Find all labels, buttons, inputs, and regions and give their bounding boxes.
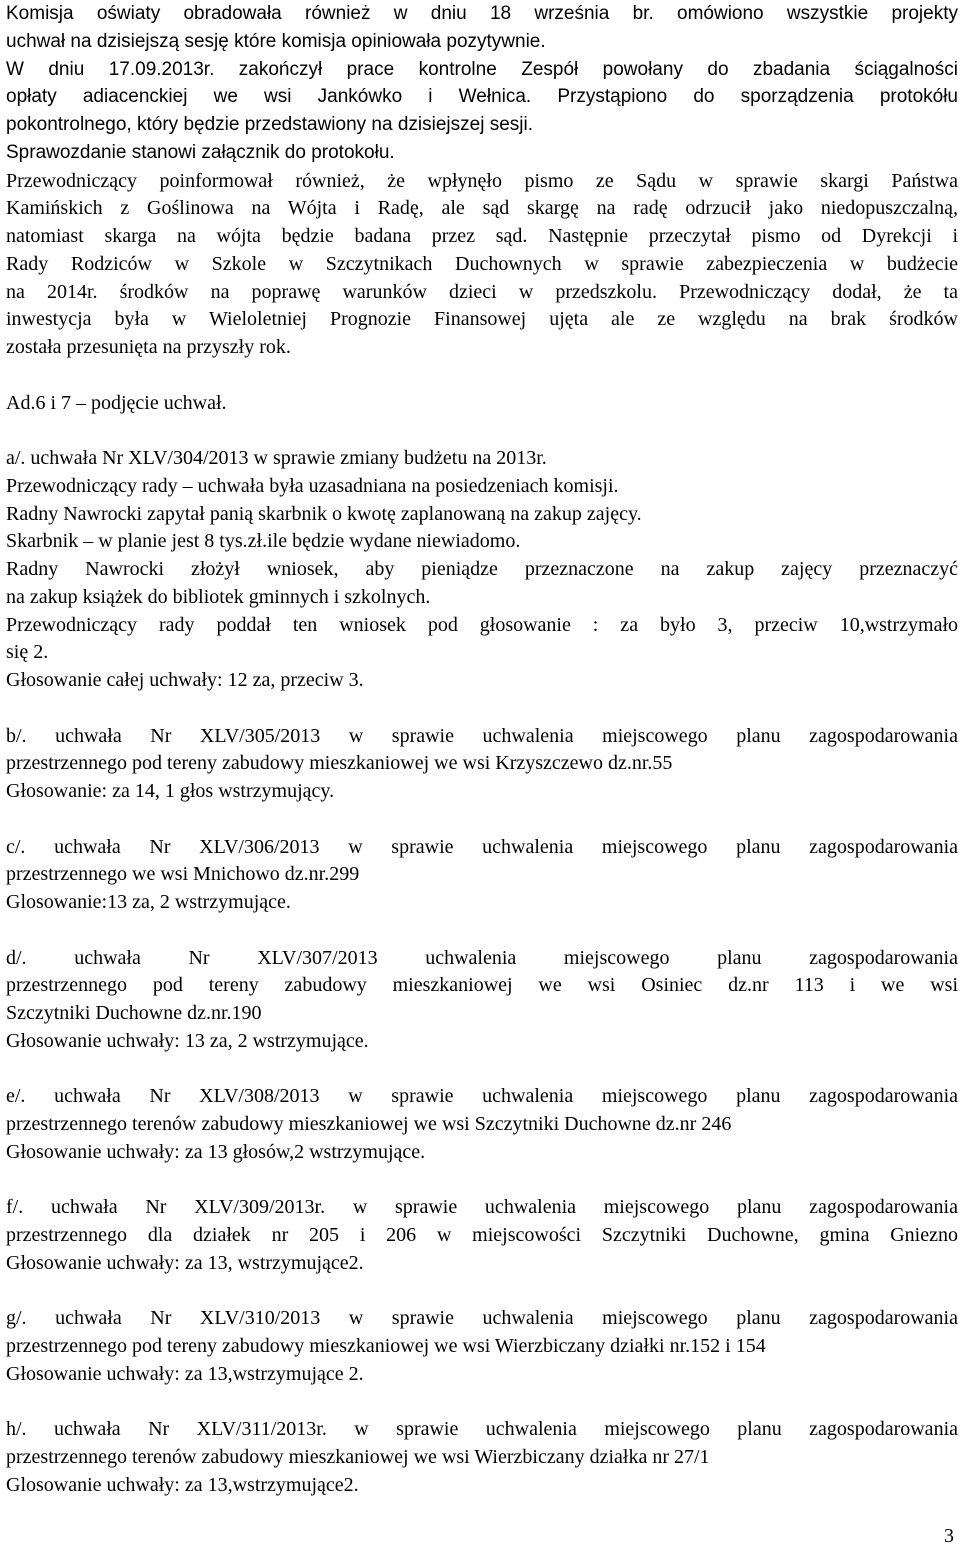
text-line: inwestycja była w Wieloletniej Prognozie Finansowej ujęta ale ze względu na brak środków: [6, 308, 958, 331]
text-line: Komisja oświaty obradowała również w dniu 18 września br. omówiono wszystkie projekty: [6, 3, 958, 24]
text-line: przestrzennego we wsi Mnichowo dz.nr.299: [6, 863, 360, 886]
text-line: natomiast skarga na wójta będzie badana przez sąd. Następnie przeczytał pismo od Dyrekcji i: [6, 225, 958, 247]
text-line: przestrzennego pod tereny zabudowy mieszkaniowej we wsi Wierzbiczany działki nr.152 i 154: [6, 1335, 766, 1357]
text-line: W dniu 17.09.2013r. zakończył prace kontrolne Zespół powołany do zbadania ściągalności: [6, 58, 958, 80]
text-line: Głosowanie uchwały: 13 za, 2 wstrzymujące.: [6, 1029, 369, 1052]
text-line: Głosowanie całej uchwały: 12 za, przeciw 3.: [6, 669, 364, 691]
text-line: Rady Rodziców w Szkole w Szczytnikach Duchownych w sprawie zabezpieczenia w budżecie: [6, 252, 958, 275]
text-line: f/. uchwała Nr XLV/309/2013r. w sprawie uchwalenia miejscowego planu zagospodarowania: [6, 1196, 958, 1219]
text-line: Sprawozdanie stanowi załącznik do protokołu.: [6, 141, 395, 163]
text-line: Szczytniki Duchowne dz.nr.190: [6, 1002, 262, 1024]
text-line: uchwał na dzisiejszą sesję które komisja opiniowała pozytywnie.: [6, 30, 546, 52]
text-line: g/. uchwała Nr XLV/310/2013 w sprawie uchwalenia miejscowego planu zagospodarowania: [6, 1307, 958, 1330]
text-line: Przewodniczący poinformował również, że wpłynęło pismo ze Sądu w sprawie skargi Państwa: [6, 169, 958, 192]
text-line: c/. uchwała Nr XLV/306/2013 w sprawie uchwalenia miejscowego planu zagospodarowania: [6, 835, 958, 858]
page-number: 3: [944, 1525, 954, 1547]
text-line: Przewodniczący rady – uchwała była uzasadniana na posiedzeniach komisji.: [6, 474, 619, 497]
text-line: Ad.6 i 7 – podjęcie uchwał.: [6, 391, 227, 414]
text-line: przestrzennego terenów zabudowy mieszkaniowej we wsi Wierzbiczany działka nr 27/1: [6, 1446, 710, 1468]
text-line: e/. uchwała Nr XLV/308/2013 w sprawie uchwalenia miejscowego planu zagospodarowania: [6, 1085, 958, 1108]
text-line: została przesunięta na przyszły rok.: [6, 336, 291, 358]
text-line: Radny Nawrocki zapytał panią skarbnik o kwotę zaplanowaną na zakup zajęcy.: [6, 502, 642, 525]
text-line: Kamińskich z Goślinowa na Wójta i Radę, ale sąd skargę na radę odrzucił jako niedopuszczalną,: [6, 197, 958, 220]
text-line: na zakup książek do bibliotek gminnych i szkolnych.: [6, 585, 431, 608]
text-line: opłaty adiacenckiej we wsi Jankówko i Wełnica. Przystąpiono do sporządzenia protokółu: [6, 86, 958, 108]
text-line: Głosowanie uchwały: za 13, wstrzymujące2.: [6, 1251, 364, 1274]
text-line: Glosowanie uchwały: za 13,wstrzymujące2.: [6, 1473, 359, 1496]
text-line: na 2014r. środków na poprawę warunków dzieci w przedszkolu. Przewodniczący dodał, że ta: [6, 280, 958, 303]
text-line: się 2.: [6, 641, 49, 664]
text-line: Głosowanie: za 14, 1 głos wstrzymujący.: [6, 780, 335, 802]
text-line: a/. uchwała Nr XLV/304/2013 w sprawie zmiany budżetu na 2013r.: [6, 447, 547, 469]
text-line: Przewodniczący rady poddał ten wniosek pod głosowanie : za było 3, przeciw 10,wstrzymało: [6, 613, 958, 636]
text-line: Glosowanie:13 za, 2 wstrzymujące.: [6, 891, 291, 913]
text-line: przestrzennego pod tereny zabudowy mieszkaniowej we wsi Krzyszczewo dz.nr.55: [6, 752, 673, 775]
text-line: Radny Nawrocki złożył wniosek, aby pieniądze przeznaczone na zakup zajęcy przeznaczyć: [6, 558, 958, 580]
text-line: d/. uchwała Nr XLV/307/2013 uchwalenia miejscowego planu zagospodarowania: [6, 946, 958, 969]
text-line: Głosowanie uchwały: za 13 głosów,2 wstrzymujące.: [6, 1140, 426, 1163]
text-line: Głosowanie uchwały: za 13,wstrzymujące 2.: [6, 1362, 364, 1385]
text-line: b/. uchwała Nr XLV/305/2013 w sprawie uchwalenia miejscowego planu zagospodarowania: [6, 724, 958, 747]
text-line: przestrzennego terenów zabudowy mieszkaniowej we wsi Szczytniki Duchowne dz.nr 246: [6, 1113, 732, 1135]
text-line: Skarbnik – w planie jest 8 tys.zł.ile będzie wydane niewiadomo.: [6, 530, 521, 553]
text-line: przestrzennego dla działek nr 205 i 206 w miejscowości Szczytniki Duchowne, gmina Gniezno: [6, 1224, 958, 1246]
text-line: przestrzennego pod tereny zabudowy mieszkaniowej we wsi Osiniec dz.nr 113 i we wsi: [6, 974, 958, 997]
text-line: pokontrolnego, który będzie przedstawiony na dzisiejszej sesji.: [6, 114, 533, 135]
text-line: h/. uchwała Nr XLV/311/2013r. w sprawie uchwalenia miejscowego planu zagospodarowania: [6, 1418, 958, 1441]
